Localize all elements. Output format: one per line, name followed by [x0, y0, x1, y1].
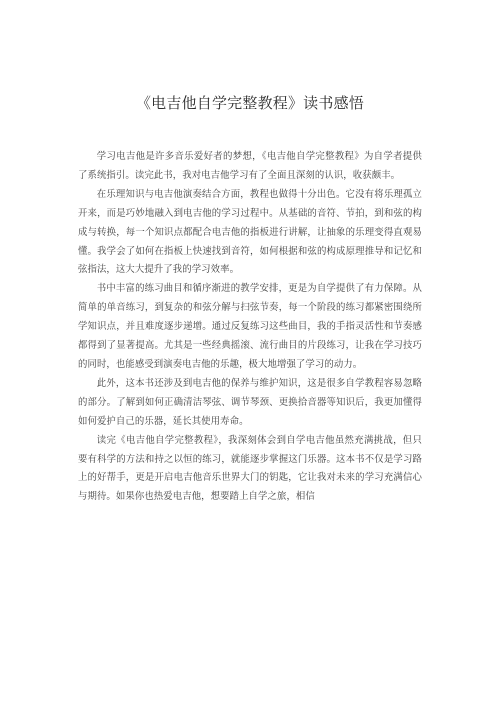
paragraph-3: 书中丰富的练习曲目和循序渐进的教学安排，更是为自学提供了有力保障。从简单的单音练习，到复杂的和弦分解与扫弦节奏，每一个阶段的练习都紧密围绕所学知识点，并且难度逐步递增。通过反复练习这些曲目，我的手指灵活性和节奏感都得到了显著提高。尤其是一些经典摇滚、流行曲目的片段练习，让我在学习技巧的同时，也能感受到演奏电吉他的乐趣，极大地增强了学习的动力。 [78, 283, 422, 370]
document-body [78, 148, 422, 507]
document-title: 《电吉他自学完整教程》读书感悟 [135, 94, 364, 112]
paragraph-5: 读完《电吉他自学完整教程》，我深刻体会到自学电吉他虽然充满挑战，但只要有科学的方法和持之以恒的练习，就能逐步掌握这门乐器。这本书不仅是学习路上的好帮手，更是开启电吉他音乐世界大门的钥匙，它让我对未来的学习充满信心与期待。如果你也热爱电吉他，想要踏上自学之旅，相信 [78, 434, 422, 503]
paragraph-1: 学习电吉他是许多音乐爱好者的梦想，《电吉他自学完整教程》为自学者提供了系统指引。读完此书，我对电吉他学习有了全面且深刻的认识，收获颇丰。 [78, 151, 422, 181]
paragraph-2: 在乐理知识与电吉他演奏结合方面，教程也做得十分出色。它没有将乐理孤立开来，而是巧妙地融入到电吉他的学习过程中。从基础的音符、节拍，到和弦的构成与转换，每一个知识点都配合电吉他的指板进行讲解，让抽象的乐理变得直观易懂。我学会了如何在指板上快速找到音符，如何根据和弦的构成原理推导和记忆和弦指法，这大大提升了我的学习效率。 [78, 188, 422, 276]
paragraph-4: 此外，这本书还涉及到电吉他的保养与维护知识，这是很多自学教程容易忽略的部分。了解到如何正确清洁琴弦、调节琴颈、更换拾音器等知识后，我更加懂得如何爱护自己的乐器，延长其使用寿命。 [78, 377, 422, 427]
